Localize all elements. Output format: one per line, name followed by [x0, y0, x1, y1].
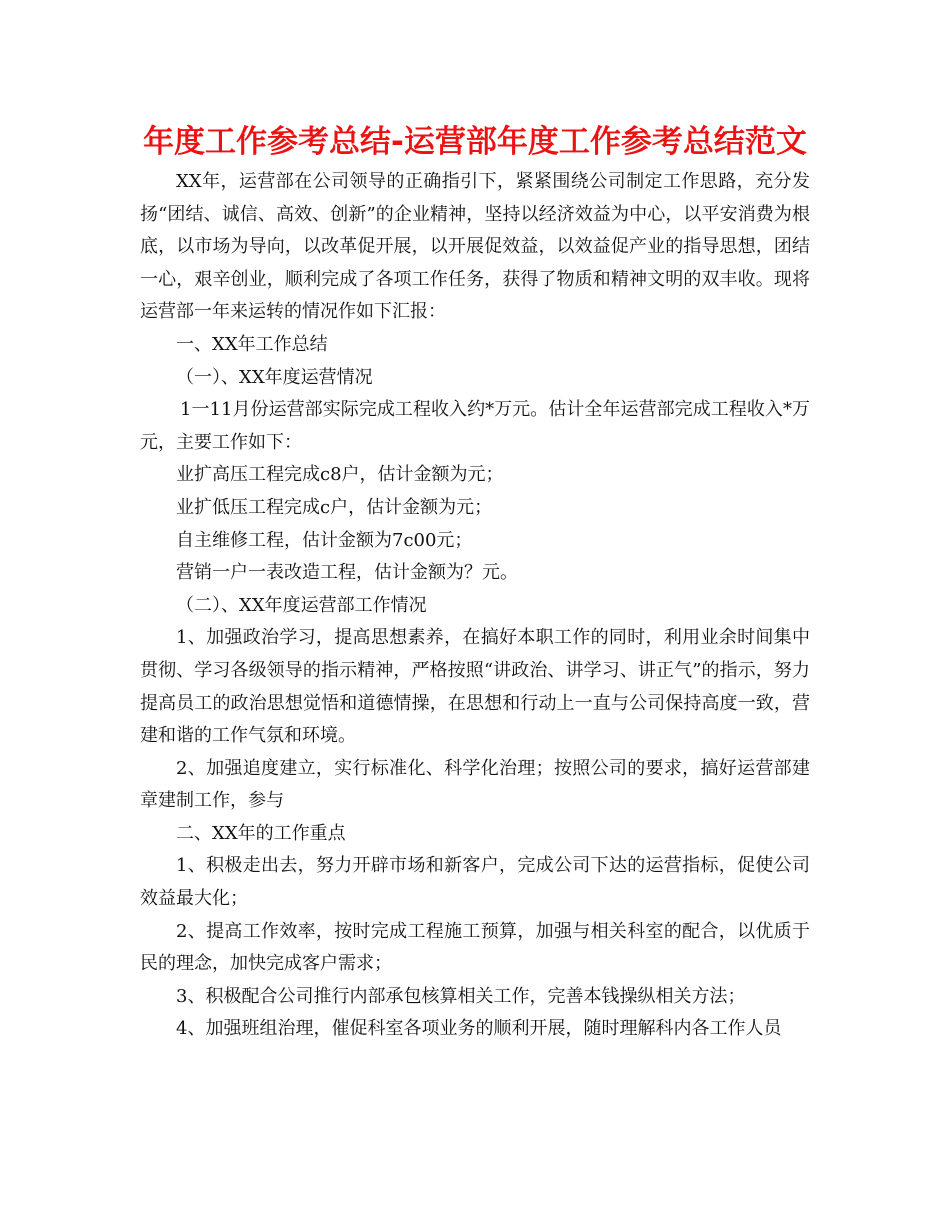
subsection-heading-2: （二）、XX年度运营部工作情况 — [176, 594, 427, 616]
document-title: 年度工作参考总结-运营部年度工作参考总结范文 — [143, 124, 807, 160]
paragraph-item: 2、加强追度建立，实行标准化、科学化治理；按照公司的要求，搞好运营部建章建制工作，参与 — [140, 757, 810, 812]
section-heading-2: 二、XX年的工作重点 — [176, 822, 346, 844]
list-item: 营销一户一表改造工程，估计金额为？元。 — [176, 562, 518, 584]
paragraph-item: 3、积极配合公司推行内部承包核算相关工作，完善本钱操纵相关方法； — [176, 985, 746, 1007]
section-heading-1: 一、XX年工作总结 — [176, 333, 328, 355]
list-item: 业扩高压工程完成c8户，估计金额为元； — [176, 464, 504, 486]
document-body — [140, 166, 810, 1046]
paragraph-item: 4、加强班组治理，催促科室各项业务的顺利开展，随时理解科内各工作人员 — [176, 1018, 782, 1040]
paragraph-item: 2、提高工作效率，按时完成工程施工预算，加强与相关科室的配合，以优质于民的理念，加快完成客户需求； — [140, 920, 810, 975]
list-item: 业扩低压工程完成c户，估计金额为元； — [176, 496, 493, 518]
intro-paragraph: XX年，运营部在公司领导的正确指引下，紧紧围绕公司制定工作思路，充分发扬“团结、诚信、高效、创新”的企业精神，坚持以经济效益为中心，以平安消费为根底，以市场为导向，以改革促开展，以开展促效益，以效益促产业的指导思想，团结一心，艰辛创业，顺利完成了各项工作任务，获得了物质和精神文明的双丰收。现将运营部一年来运转的情况作如下汇报： — [140, 171, 810, 323]
subsection-heading-1: （一）、XX年度运营情况 — [176, 366, 373, 388]
paragraph-item: 1、加强政治学习，提高思想素养，在搞好本职工作的同时，利用业余时间集中贯彻、学习各级领导的指示精神，严格按照“讲政治、讲学习、讲正气”的指示，努力提高员工的政治思想觉悟和道德情操，在思想和行动上一直与公司保持高度一致，营建和谐的工作气氛和环境。 — [140, 627, 810, 747]
list-item: 自主维修工程，估计金额为7c00元； — [176, 529, 473, 551]
paragraph-item: 1、积极走出去，努力开辟市场和新客户，完成公司下达的运营指标，促使公司效益最大化； — [140, 855, 810, 910]
paragraph-revenue: 1一11月份运营部实际完成工程收入约*万元。估计全年运营部完成工程收入*万元，主要工作如下： — [140, 399, 810, 453]
